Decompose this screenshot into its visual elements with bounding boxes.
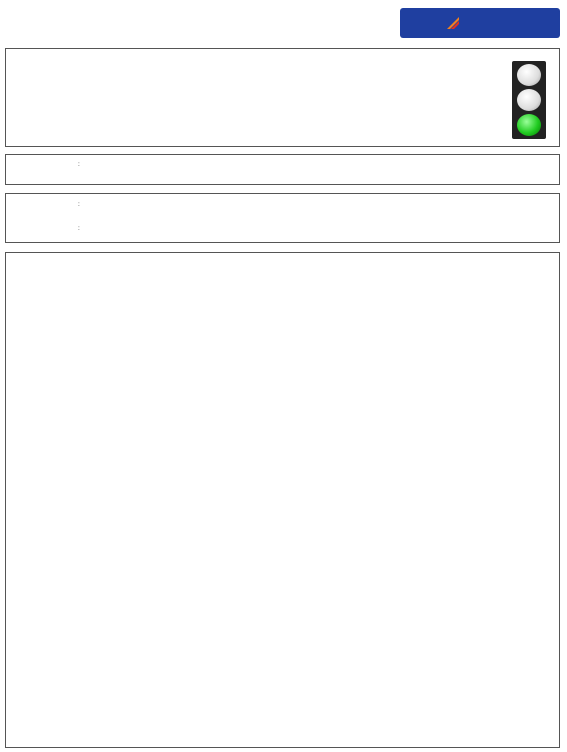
sail-icon — [446, 16, 460, 30]
page-header — [0, 0, 567, 44]
symptoms-panel — [5, 154, 560, 185]
q8-marine-logo — [400, 8, 560, 38]
symptoms-colon: : — [78, 161, 80, 168]
traffic-light-amber-off — [517, 89, 541, 111]
trend-charts — [360, 258, 555, 746]
report-info-panel — [5, 48, 560, 147]
remarks-colon: : — [78, 225, 80, 232]
comments-colon: : — [78, 201, 80, 208]
traffic-light-green-on — [517, 114, 541, 136]
comments-panel — [5, 193, 560, 243]
traffic-light-red-off — [517, 64, 541, 86]
traffic-light-icon — [512, 61, 546, 139]
